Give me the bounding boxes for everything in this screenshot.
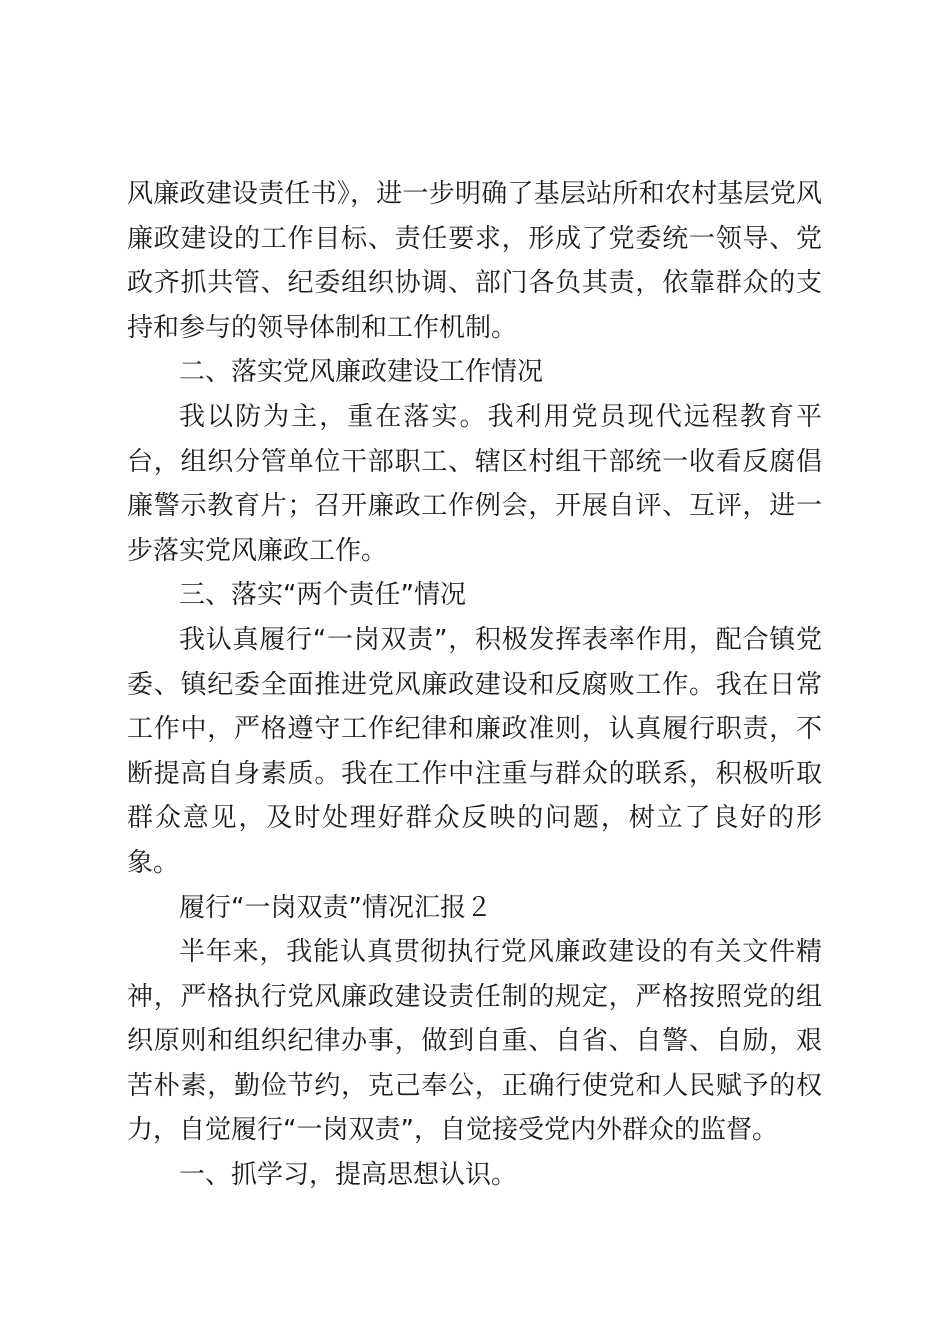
document-title: 履行“一岗双责”情况汇报２: [179, 892, 492, 923]
section-heading: 三、落实“两个责任”情况: [179, 580, 466, 611]
paragraph: 风廉政建设责任书》，进一步明确了基层站所和农村基层党风廉政建设的工作目标、责任要求，形成了党委统一领导、党政齐抓共管、纪委组织协调、部门各负其责，依靠群众的支持和参与的领导体制和工作机制。: [127, 179, 822, 343]
section-heading: 二、落实党风廉政建设工作情况: [179, 357, 544, 388]
paragraph: 我以防为主，重在落实。我利用党员现代远程教育平台，组织分管单位干部职工、辖区村组干部统一收看反腐倡廉警示教育片；召开廉政工作例会，开展自评、互评，进一步落实党风廉政工作。: [127, 401, 822, 566]
paragraph: 我认真履行“一岗双责”，积极发挥表率作用，配合镇党委、镇纪委全面推进党风廉政建设和反腐败工作。我在日常工作中，严格遵守工作纪律和廉政准则，认真履行职责，不断提高自身素质。我在工作中注重与群众的联系，积极听取群众意见，及时处理好群众反映的问题，树立了良好的形象。: [127, 624, 822, 878]
document-body: [127, 172, 822, 1198]
paragraph: 半年来，我能认真贯彻执行党风廉政建设的有关文件精神，严格执行党风廉政建设责任制的规定，严格按照党的组织原则和组织纪律办事，做到自重、自省、自警、自励，艰苦朴素，勤俭节约，克己奉公，正确行使党和人民赋予的权力，自觉履行“一岗双责”，自觉接受党内外群众的监督。: [127, 937, 822, 1146]
section-heading: 一、抓学习，提高思想认识。: [179, 1160, 518, 1191]
